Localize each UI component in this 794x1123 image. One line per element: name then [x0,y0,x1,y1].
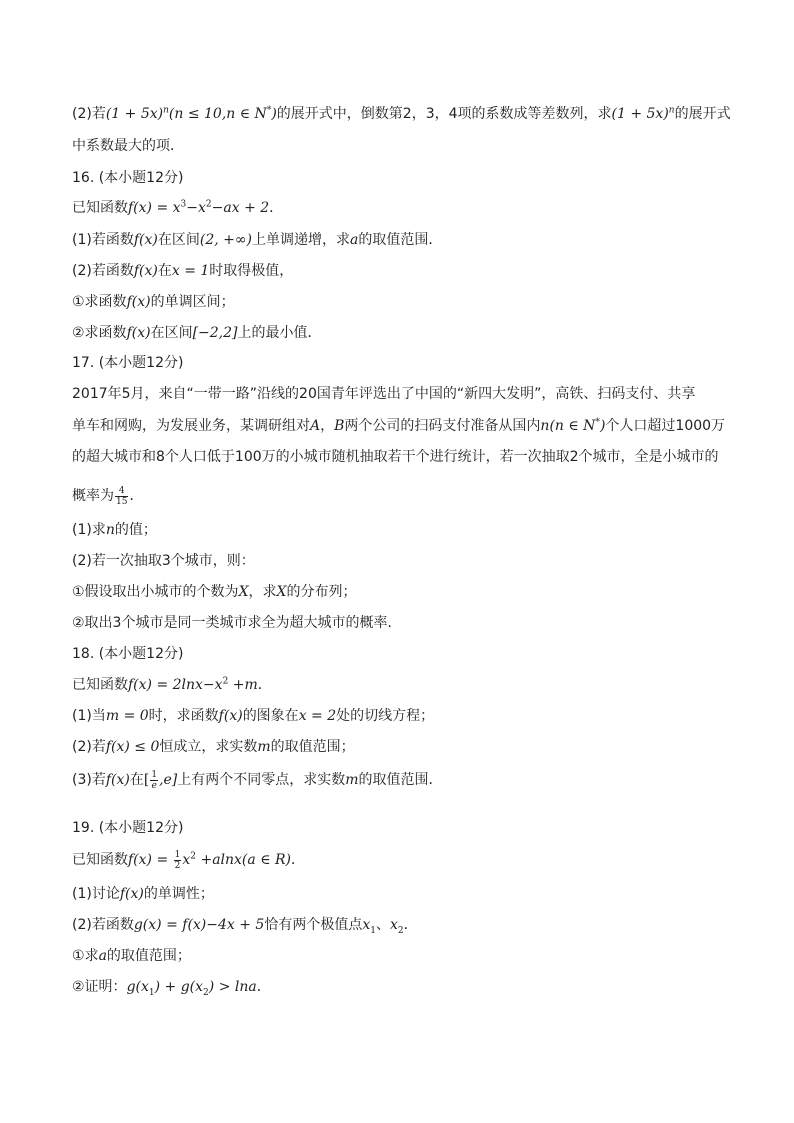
q16-sub1: ①求函数f(x)的单调区间； [72,294,235,310]
q19-stem: 已知函数f(x) = $\frac{1}{2}$ $x^2 +alnx(a$ ∈ R)． [72,849,306,871]
q17-line4: 概率为 $\frac{4}{15}$ ． [72,485,144,507]
q18-part2: (2)若f(x) ≤ 0恒成立，求实数m的取值范围； [72,739,355,755]
q17-header: 17. (本小题12分) [72,355,184,371]
q16-part1: (1)若函数f(x)在区间(2, +∞)上单调递增，求a的取值范围． [72,232,443,248]
q19-part2: (2)若函数g(x) = f(x)−4x + 5恰有两个极值点$x_1$、$x_2$． [72,917,418,936]
probability-fraction: $\frac{4}{15}$ [116,485,128,507]
q17-part1: (1)求n的值； [72,522,157,538]
q19-sub1: ①求a的取值范围； [72,948,191,964]
q18-part1: (1)当m = 0时，求函数f(x)的图象在x = 2处的切线方程； [72,708,435,724]
q17-sub2: ②取出3个城市是同一类城市求全为超大城市的概率． [72,615,402,631]
q19-sub2: ②证明：$g(x_1) + g(x_2) > \ln a$． [72,979,271,998]
interval-fraction: $\frac{1}{e}$ [151,769,158,791]
q17-line2: 单车和网购，为发展业务，某调研组对A，B两个公司的扫码支付准备从国内n(n ∈ N*)个人口超过1000万 [72,417,726,434]
q15-part2-line2: 中系数最大的项． [72,138,184,154]
q16-part2: (2)若函数f(x)在x = 1时取得极值， [72,263,294,279]
q19-part1: (1)讨论f(x)的单调性； [72,886,214,902]
q16-stem: 已知函数$f(x) = x^3-x^2-ax + 2$． [72,199,284,216]
q17-part2: (2)若一次抽取3个城市，则： [72,553,255,569]
half-fraction: $\frac{1}{2}$ [174,849,181,871]
q17-line3: 的超大城市和8个人口低于100万的小城市随机抽取若干个进行统计，若一次抽取2个城市，全是小城市的 [72,449,719,465]
q16-sub2: ②求函数f(x)在区间[−2,2]上的最小值． [72,325,322,341]
q15-part2-line1: (2)若$(1 + 5x)^n(n \le 10,n$ ∈ N*)的展开式中，倒数第2，3，4项的系数成等差数列，求$(1 + 5x)^n$的展开式 [72,105,731,122]
q19-header: 19. (本小题12分) [72,820,184,836]
q18-header: 18. (本小题12分) [72,646,184,662]
q18-stem: 已知函数$f(x) = 2\ln x-x^2 +m$． [72,676,272,693]
q16-header: 16. (本小题12分) [72,170,184,186]
q18-part3: (3)若f(x)在[ $\frac{1}{e}$ ,e]上有两个不同零点，求实数m的取值范围． [72,769,443,791]
q17-line1: 2017年5月，来自“一带一路”沿线的20国青年评选出了中国的“新四大发明”，高铁、扫码支付、共享 [72,386,696,402]
q17-sub1: ①假设取出小城市的个数为X，求X的分布列； [72,584,357,600]
